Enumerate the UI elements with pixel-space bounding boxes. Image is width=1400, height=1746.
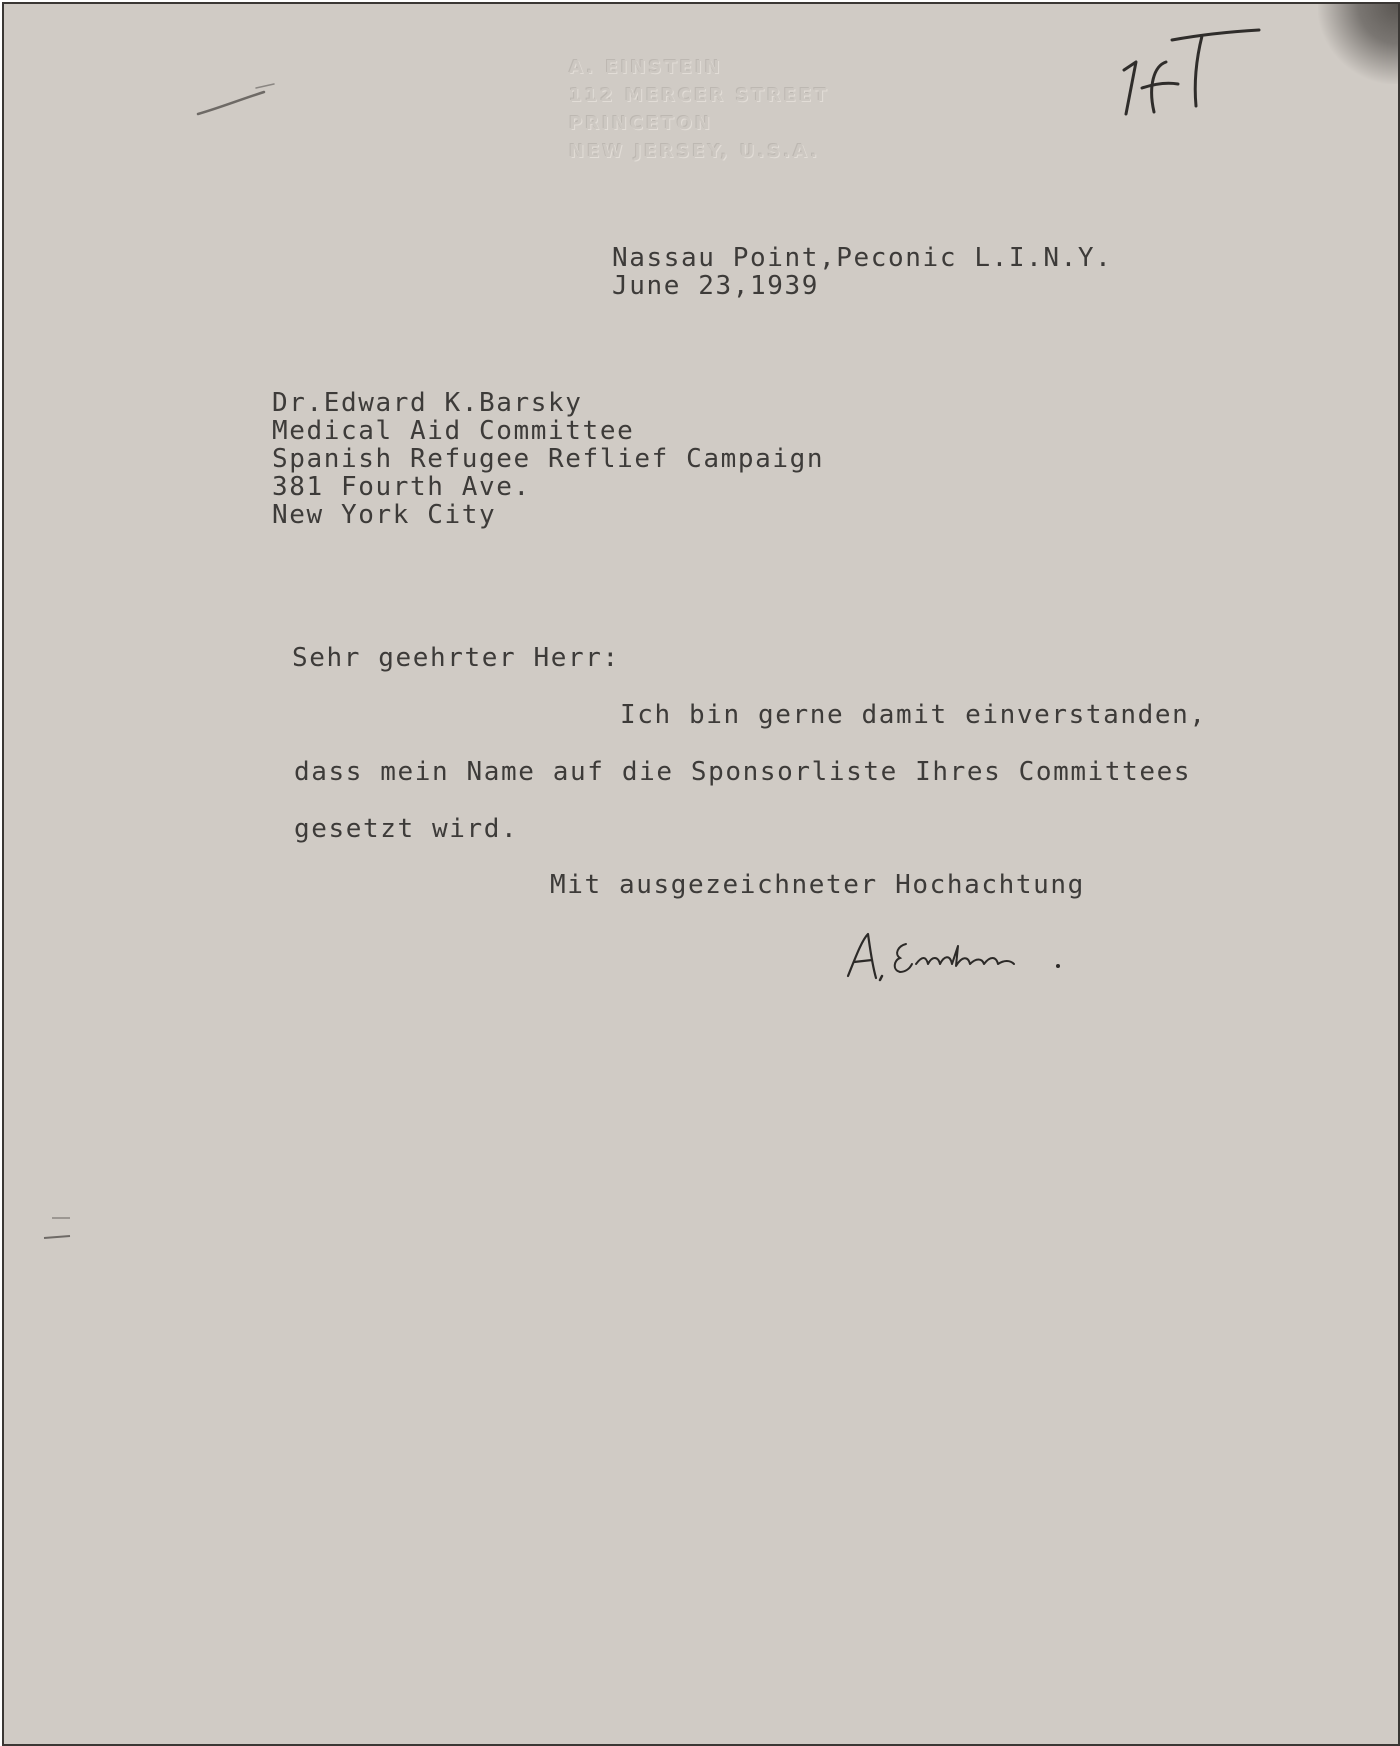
body-line-3: gesetzt wird. xyxy=(294,814,519,844)
edge-mark-icon xyxy=(40,1212,80,1242)
date-line: June 23,1939 xyxy=(612,271,820,301)
embossed-letterhead xyxy=(569,54,830,166)
recipient-line-2: Medical Aid Committee xyxy=(272,416,635,446)
page-corner-shadow xyxy=(1318,4,1398,84)
letterhead-line-2: 112 MERCER STREET xyxy=(569,85,830,106)
recipient-line-3: Spanish Refugee Reflief Campaign xyxy=(272,444,825,474)
body-line-2: dass mein Name auf die Sponsorliste Ihres Committees xyxy=(294,757,1192,787)
letterhead-line-4: NEW JERSEY, U.S.A. xyxy=(569,141,821,162)
signature xyxy=(842,926,1072,996)
pencil-mark-icon xyxy=(194,82,284,122)
recipient-line-5: New York City xyxy=(272,500,497,530)
recipient-line-4: 381 Fourth Ave. xyxy=(272,472,531,502)
letter-sheet xyxy=(2,2,1400,1746)
body-line-1: Ich bin gerne damit einverstanden, xyxy=(620,700,1207,730)
closing-line: Mit ausgezeichneter Hochachtung xyxy=(550,870,1085,900)
letterhead-line-3: PRINCETON xyxy=(569,113,713,134)
handwritten-initials-mark xyxy=(1114,26,1264,126)
letterhead-line-1: A. EINSTEIN xyxy=(569,57,723,78)
place-line: Nassau Point,Peconic L.I.N.Y. xyxy=(612,243,1113,273)
recipient-name: Dr.Edward K.Barsky xyxy=(272,388,583,418)
salutation: Sehr geehrter Herr: xyxy=(292,643,620,673)
